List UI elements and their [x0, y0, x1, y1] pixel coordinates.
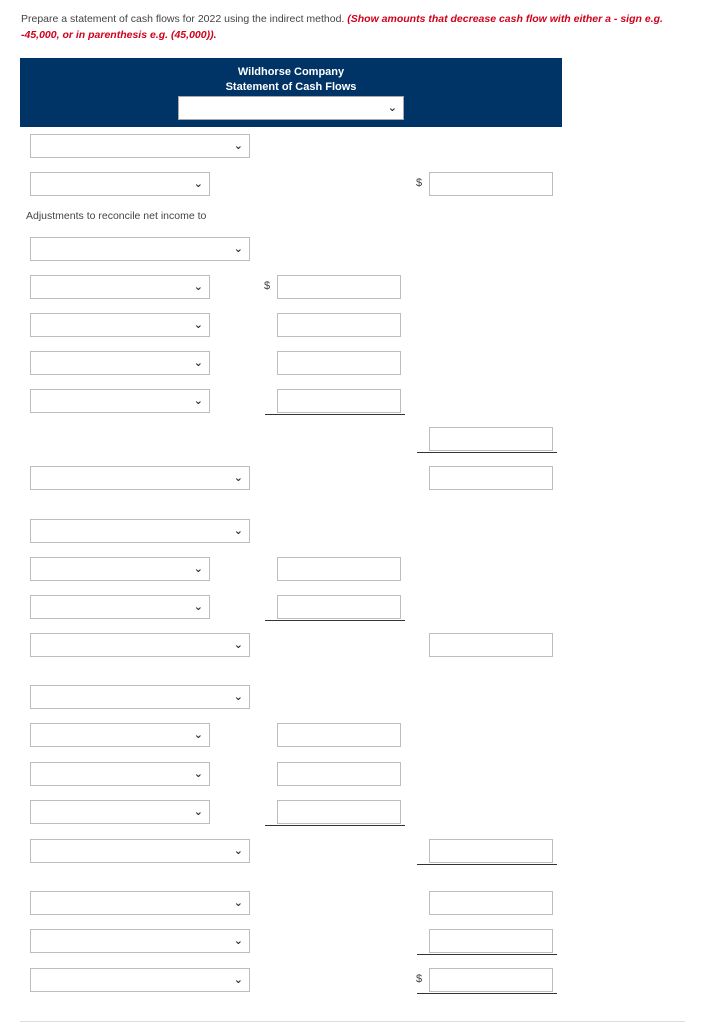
amount-input[interactable]	[429, 427, 553, 451]
chevron-down-icon: ⌄	[193, 600, 203, 613]
amount-input[interactable]	[429, 633, 553, 657]
underline	[417, 452, 557, 453]
chevron-down-icon: ⌄	[233, 896, 243, 909]
chevron-down-icon: ⌄	[193, 280, 203, 293]
underline	[417, 864, 557, 865]
underline	[265, 825, 405, 826]
instructions	[21, 11, 691, 43]
chevron-down-icon: ⌄	[233, 638, 243, 651]
line-item-dropdown[interactable]	[30, 891, 250, 915]
amount-input[interactable]	[277, 723, 401, 747]
amount-input[interactable]	[277, 275, 401, 299]
dollar-sign: $	[416, 177, 423, 189]
line-item-dropdown[interactable]	[30, 519, 250, 543]
chevron-down-icon: ⌄	[233, 690, 243, 703]
underline	[417, 954, 557, 955]
chevron-down-icon: ⌄	[193, 394, 203, 407]
chevron-down-icon: ⌄	[193, 805, 203, 818]
amount-input[interactable]	[277, 762, 401, 786]
chevron-down-icon: ⌄	[193, 318, 203, 331]
statement-header	[20, 58, 562, 127]
chevron-down-icon: ⌄	[233, 934, 243, 947]
period-dropdown[interactable]	[178, 96, 404, 120]
chevron-down-icon: ⌄	[233, 844, 243, 857]
chevron-down-icon: ⌄	[233, 524, 243, 537]
line-item-dropdown[interactable]	[30, 466, 250, 490]
chevron-down-icon: ⌄	[233, 973, 243, 986]
line-item-dropdown[interactable]	[30, 929, 250, 953]
amount-input[interactable]	[429, 466, 553, 490]
chevron-down-icon: ⌄	[387, 101, 397, 114]
statement-title: Statement of Cash Flows	[225, 81, 357, 93]
line-item-dropdown[interactable]	[30, 968, 250, 992]
amount-input[interactable]	[277, 351, 401, 375]
chevron-down-icon: ⌄	[193, 562, 203, 575]
line-item-dropdown[interactable]	[30, 172, 210, 196]
chevron-down-icon: ⌄	[233, 139, 243, 152]
line-item-dropdown[interactable]	[30, 723, 210, 747]
chevron-down-icon: ⌄	[233, 471, 243, 484]
amount-input[interactable]	[429, 968, 553, 992]
instructions-emphasis: (Show amounts that decrease cash flow with either a - sign e.g. -45,000, or in parenthesis e.g. (45,000)).	[21, 13, 663, 41]
amount-input[interactable]	[277, 313, 401, 337]
amount-input[interactable]	[429, 839, 553, 863]
amount-input[interactable]	[277, 557, 401, 581]
line-item-dropdown[interactable]	[30, 351, 210, 375]
instructions-text: Prepare a statement of cash flows for 2022 using the indirect method.	[21, 13, 348, 25]
line-item-dropdown[interactable]	[30, 800, 210, 824]
line-item-dropdown[interactable]	[30, 275, 210, 299]
underline	[265, 620, 405, 621]
line-item-dropdown[interactable]	[30, 595, 210, 619]
line-item-dropdown[interactable]	[30, 633, 250, 657]
amount-input[interactable]	[277, 800, 401, 824]
amount-input[interactable]	[429, 929, 553, 953]
line-item-dropdown[interactable]	[30, 839, 250, 863]
line-item-dropdown[interactable]	[30, 389, 210, 413]
line-item-dropdown[interactable]	[30, 685, 250, 709]
underline	[417, 993, 557, 994]
chevron-down-icon: ⌄	[193, 177, 203, 190]
chevron-down-icon: ⌄	[193, 767, 203, 780]
chevron-down-icon: ⌄	[233, 242, 243, 255]
line-item-dropdown[interactable]	[30, 134, 250, 158]
line-item-dropdown[interactable]	[30, 557, 210, 581]
line-item-dropdown[interactable]	[30, 313, 210, 337]
dollar-sign: $	[416, 973, 423, 985]
underline	[265, 414, 405, 415]
divider	[20, 1021, 685, 1022]
chevron-down-icon: ⌄	[193, 728, 203, 741]
line-item-dropdown[interactable]	[30, 237, 250, 261]
line-item-dropdown[interactable]	[30, 762, 210, 786]
amount-input[interactable]	[429, 172, 553, 196]
chevron-down-icon: ⌄	[193, 356, 203, 369]
amount-input[interactable]	[277, 389, 401, 413]
amount-input[interactable]	[277, 595, 401, 619]
adjustments-label: Adjustments to reconcile net income to	[26, 210, 207, 222]
amount-input[interactable]	[429, 891, 553, 915]
dollar-sign: $	[264, 280, 271, 292]
company-name: Wildhorse Company	[237, 66, 345, 78]
